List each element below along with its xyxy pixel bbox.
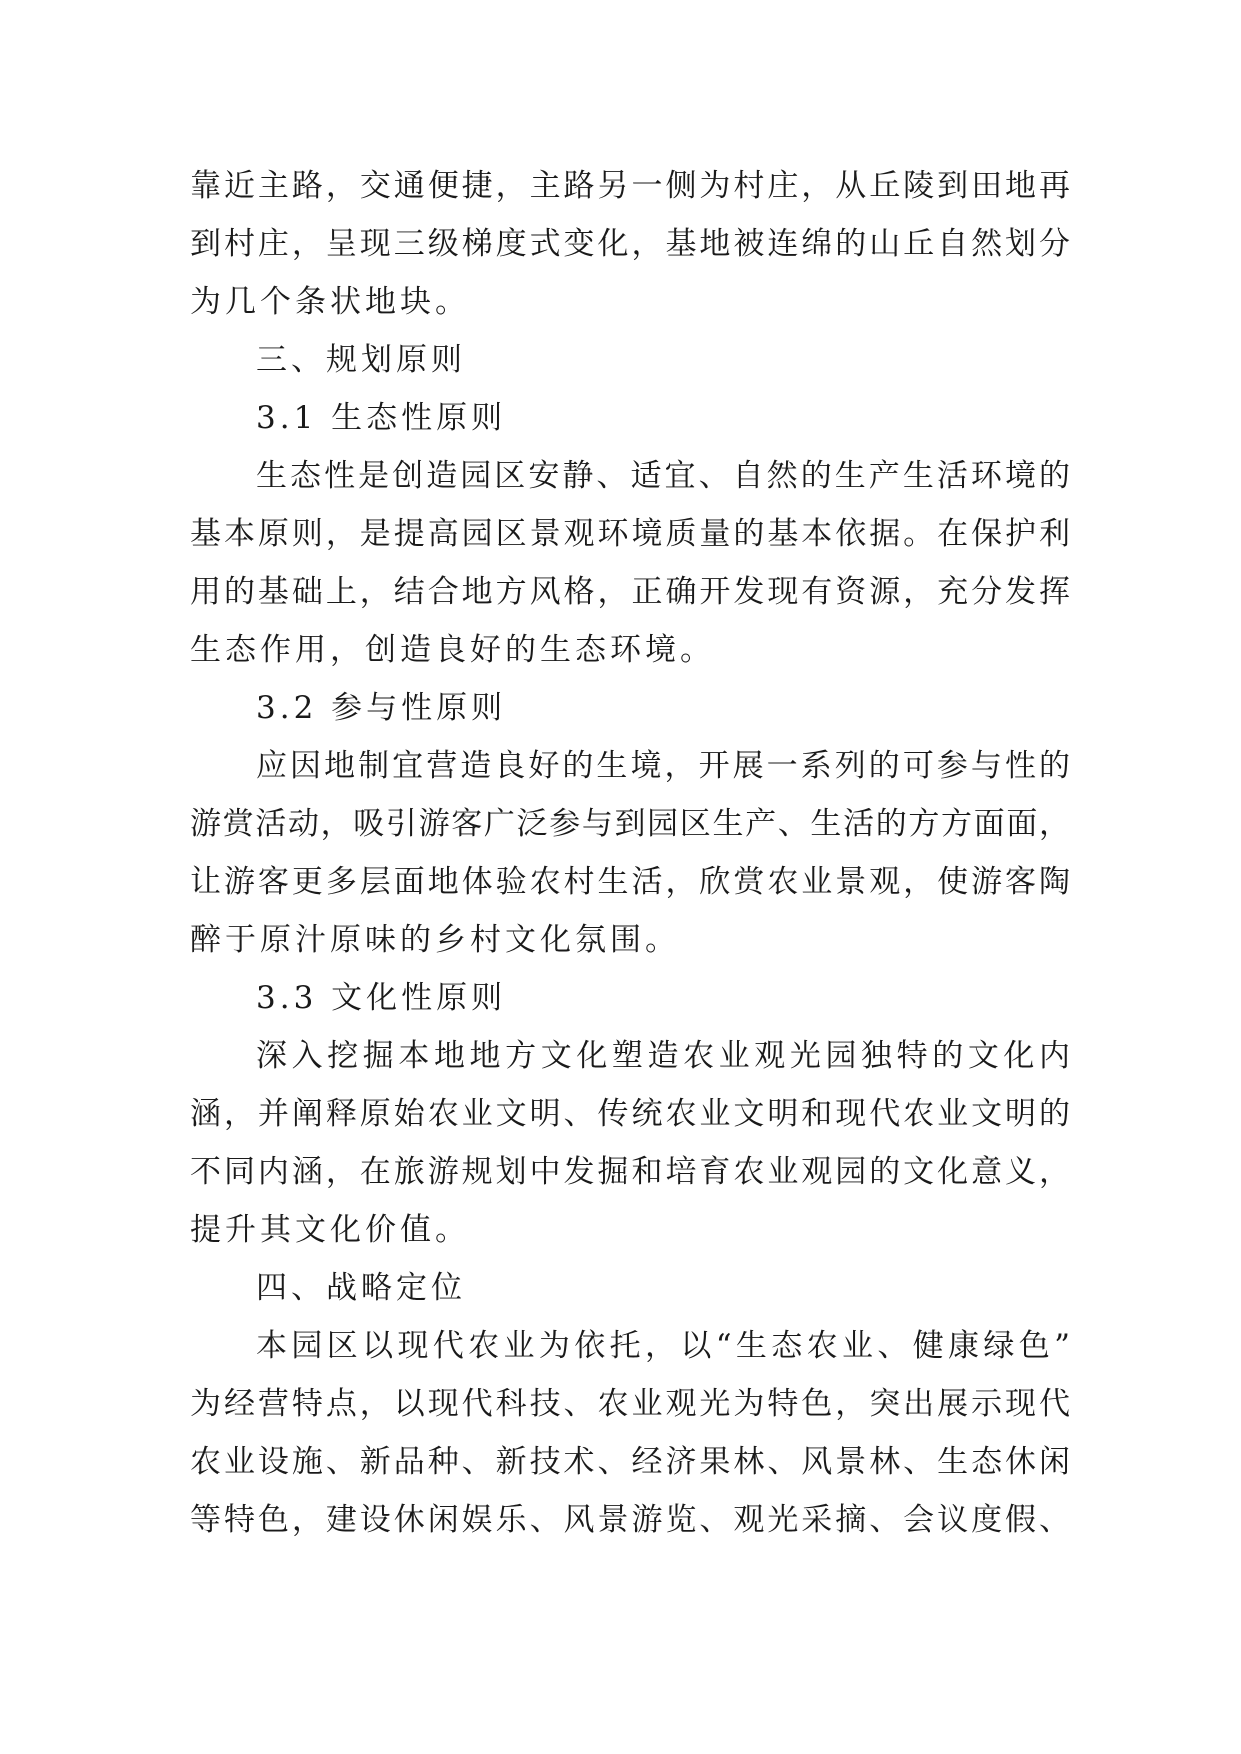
paragraph-first-line: 应因地制宜营造良好的生境，开展一系列的可参与性的 [256,748,1070,784]
section-heading: 四、战略定位 [256,1270,466,1306]
paragraph-last-line: 为几个条状地块。 [190,284,470,320]
paragraph-first-line: 生态性是创造园区安静、适宜、自然的生产生活环境的 [256,458,1070,494]
document-body [190,157,1070,1549]
section-heading: 3.3 文化性原则 [256,980,507,1016]
paragraph-first-line: 深入挖掘本地地方文化塑造农业观光园独特的文化内 [256,1038,1070,1074]
text-line: 让游客更多层面地体验农村生活，欣赏农业景观，使游客陶 [190,864,1070,900]
paragraph-last-line: 生态作用，创造良好的生态环境。 [190,632,715,668]
text-line: 游赏活动，吸引游客广泛参与到园区生产、生活的方方面面， [190,806,1070,842]
text-line: 基本原则，是提高园区景观环境质量的基本依据。在保护利 [190,516,1070,552]
section-heading: 3.2 参与性原则 [256,690,507,726]
section-heading: 三、规划原则 [256,342,466,378]
text-line: 农业设施、新品种、新技术、经济果林、风景林、生态休闲 [190,1444,1070,1480]
text-line: 不同内涵，在旅游规划中发掘和培育农业观园的文化意义， [190,1154,1070,1190]
text-line: 到村庄，呈现三级梯度式变化，基地被连绵的山丘自然划分 [190,226,1070,262]
paragraph-first-line: 本园区以现代农业为依托，以“生态农业、健康绿色” [256,1328,1070,1364]
text-line: 靠近主路，交通便捷，主路另一侧为村庄，从丘陵到田地再 [190,168,1070,204]
text-line: 用的基础上，结合地方风格，正确开发现有资源，充分发挥 [190,574,1070,610]
text-line: 为经营特点，以现代科技、农业观光为特色，突出展示现代 [190,1386,1070,1422]
paragraph-last-line: 醉于原汁原味的乡村文化氛围。 [190,922,680,958]
text-line: 涵，并阐释原始农业文明、传统农业文明和现代农业文明的 [190,1096,1070,1132]
text-line: 等特色，建设休闲娱乐、风景游览、观光采摘、会议度假、 [190,1502,1070,1538]
section-heading: 3.1 生态性原则 [256,400,507,436]
paragraph-last-line: 提升其文化价值。 [190,1212,470,1248]
